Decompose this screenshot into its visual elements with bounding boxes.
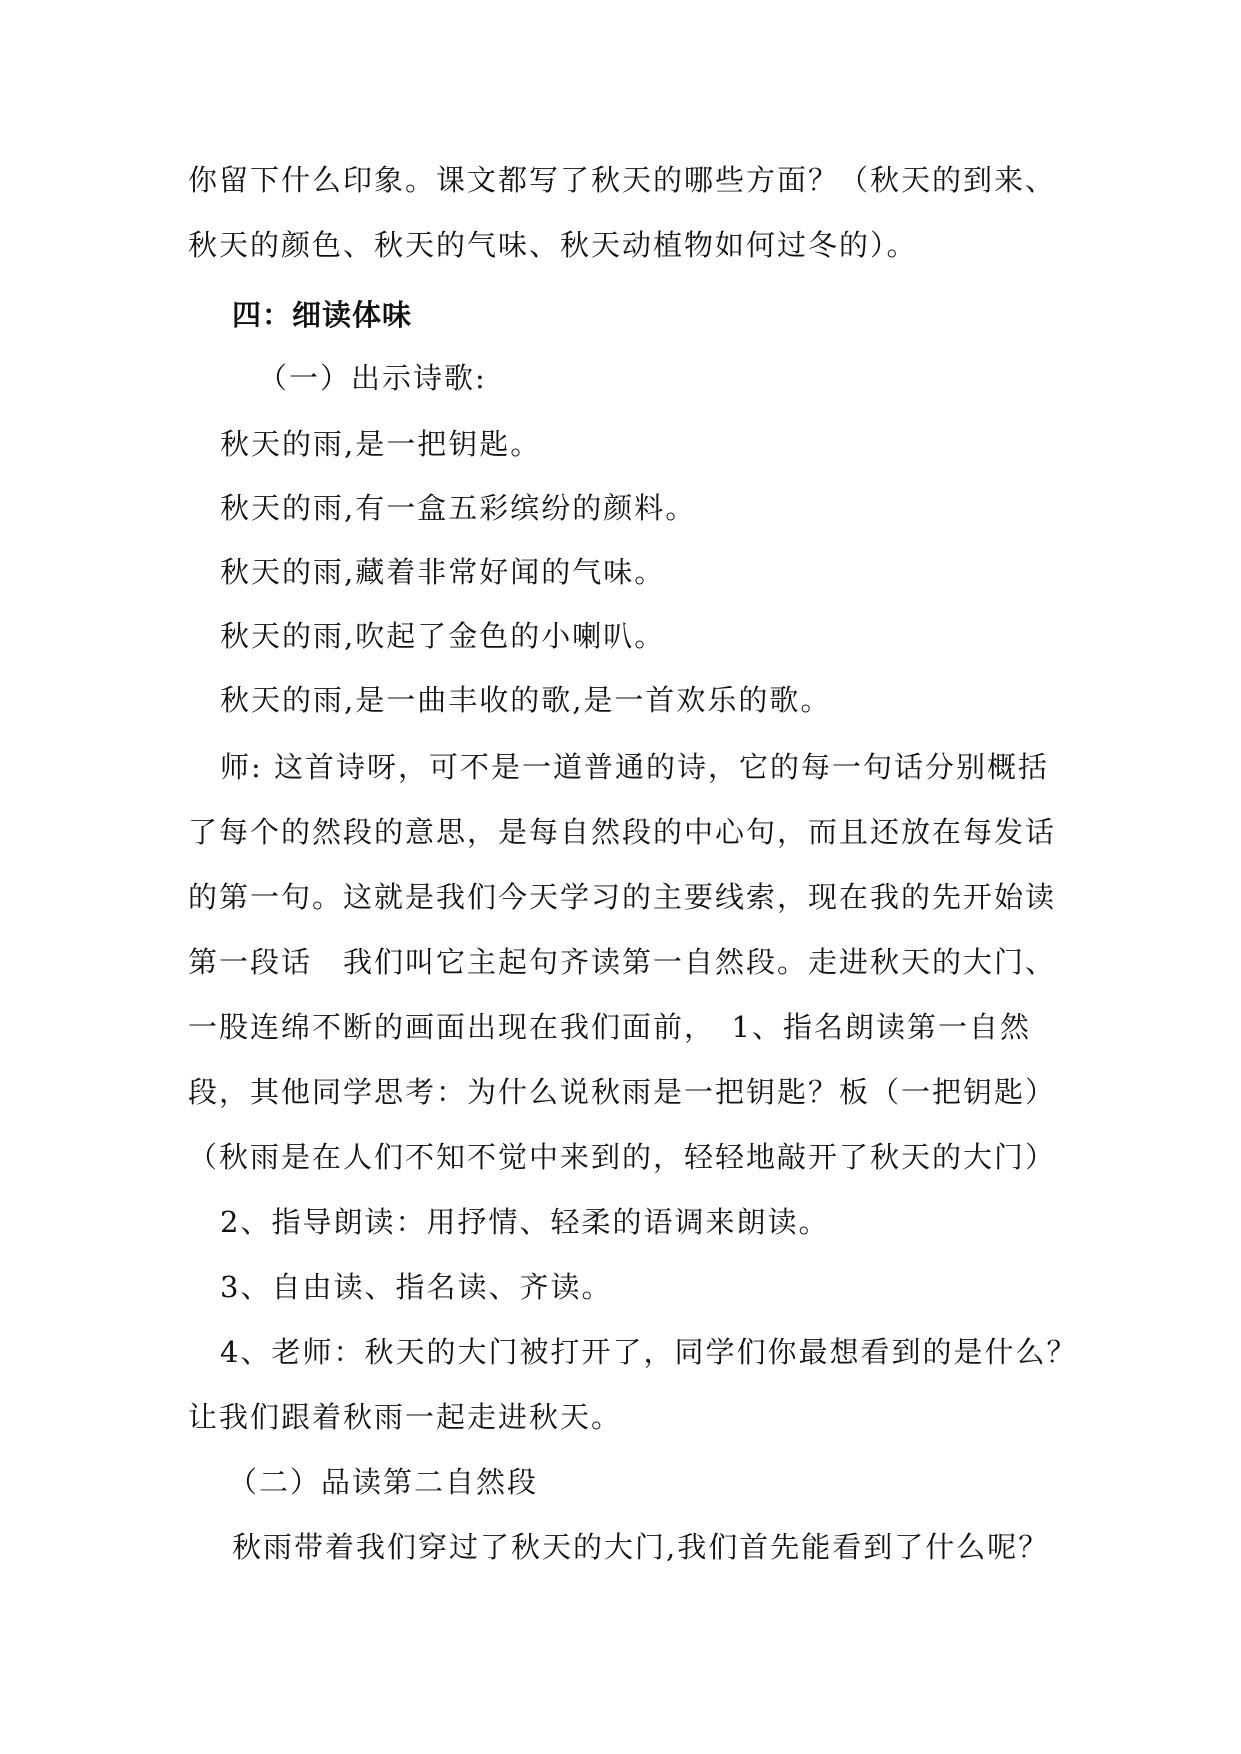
body-line-1: 你留下什么印象。课文都写了秋天的哪些方面？（秋天的到来、	[188, 163, 1057, 197]
step-line-3: 3、自由读、指名读、齐读。	[220, 1270, 613, 1304]
poem-line-2: 秋天的雨,有一盒五彩缤纷的颜料。	[220, 491, 697, 525]
body-line-4: 了每个的然段的意思，是每自然段的中心句，而且还放在每发话	[188, 815, 1057, 849]
poem-line-3: 秋天的雨,藏着非常好闻的气味。	[220, 555, 666, 589]
body-line-10: 让我们跟着秋雨一起走进秋天。	[188, 1400, 623, 1434]
body-line-7: 一股连绵不断的画面出现在我们面前， 1、指名朗读第一自然	[188, 1010, 1031, 1044]
subsection-heading-1: （一）出示诗歌:	[258, 361, 487, 395]
section-heading: 四：细读体味	[232, 298, 413, 332]
body-line-5: 的第一句。这就是我们今天学习的主要线索，现在我的先开始读	[188, 880, 1057, 914]
step-line-4: 4、老师：秋天的大门被打开了，同学们你最想看到的是什么？	[220, 1335, 1078, 1369]
poem-line-1: 秋天的雨,是一把钥匙。	[220, 427, 542, 461]
body-line-8: 段，其他同学思考：为什么说秋雨是一把钥匙？板（一把钥匙）	[188, 1075, 1057, 1109]
step-line-2: 2、指导朗读：用抒情、轻柔的语调来朗读。	[220, 1205, 830, 1239]
body-line-6: 第一段话 我们叫它主起句齐读第一自然段。走进秋天的大门、	[188, 945, 1057, 979]
body-line-9: （秋雨是在人们不知不觉中来到的，轻轻地敲开了秋天的大门）	[188, 1140, 1057, 1174]
subsection-heading-2: （二）品读第二自然段	[228, 1465, 539, 1499]
body-line-3: 师: 这首诗呀，可不是一道普通的诗，它的每一句话分别概括	[220, 750, 1049, 784]
poem-line-4: 秋天的雨,吹起了金色的小喇叭。	[220, 619, 666, 653]
body-line-2: 秋天的颜色、秋天的气味、秋天动植物如何过冬的）。	[188, 228, 918, 262]
body-line-11: 秋雨带着我们穿过了秋天的大门,我们首先能看到了什么呢？	[232, 1530, 1050, 1564]
poem-line-5: 秋天的雨,是一曲丰收的歌,是一首欢乐的歌。	[220, 683, 832, 717]
